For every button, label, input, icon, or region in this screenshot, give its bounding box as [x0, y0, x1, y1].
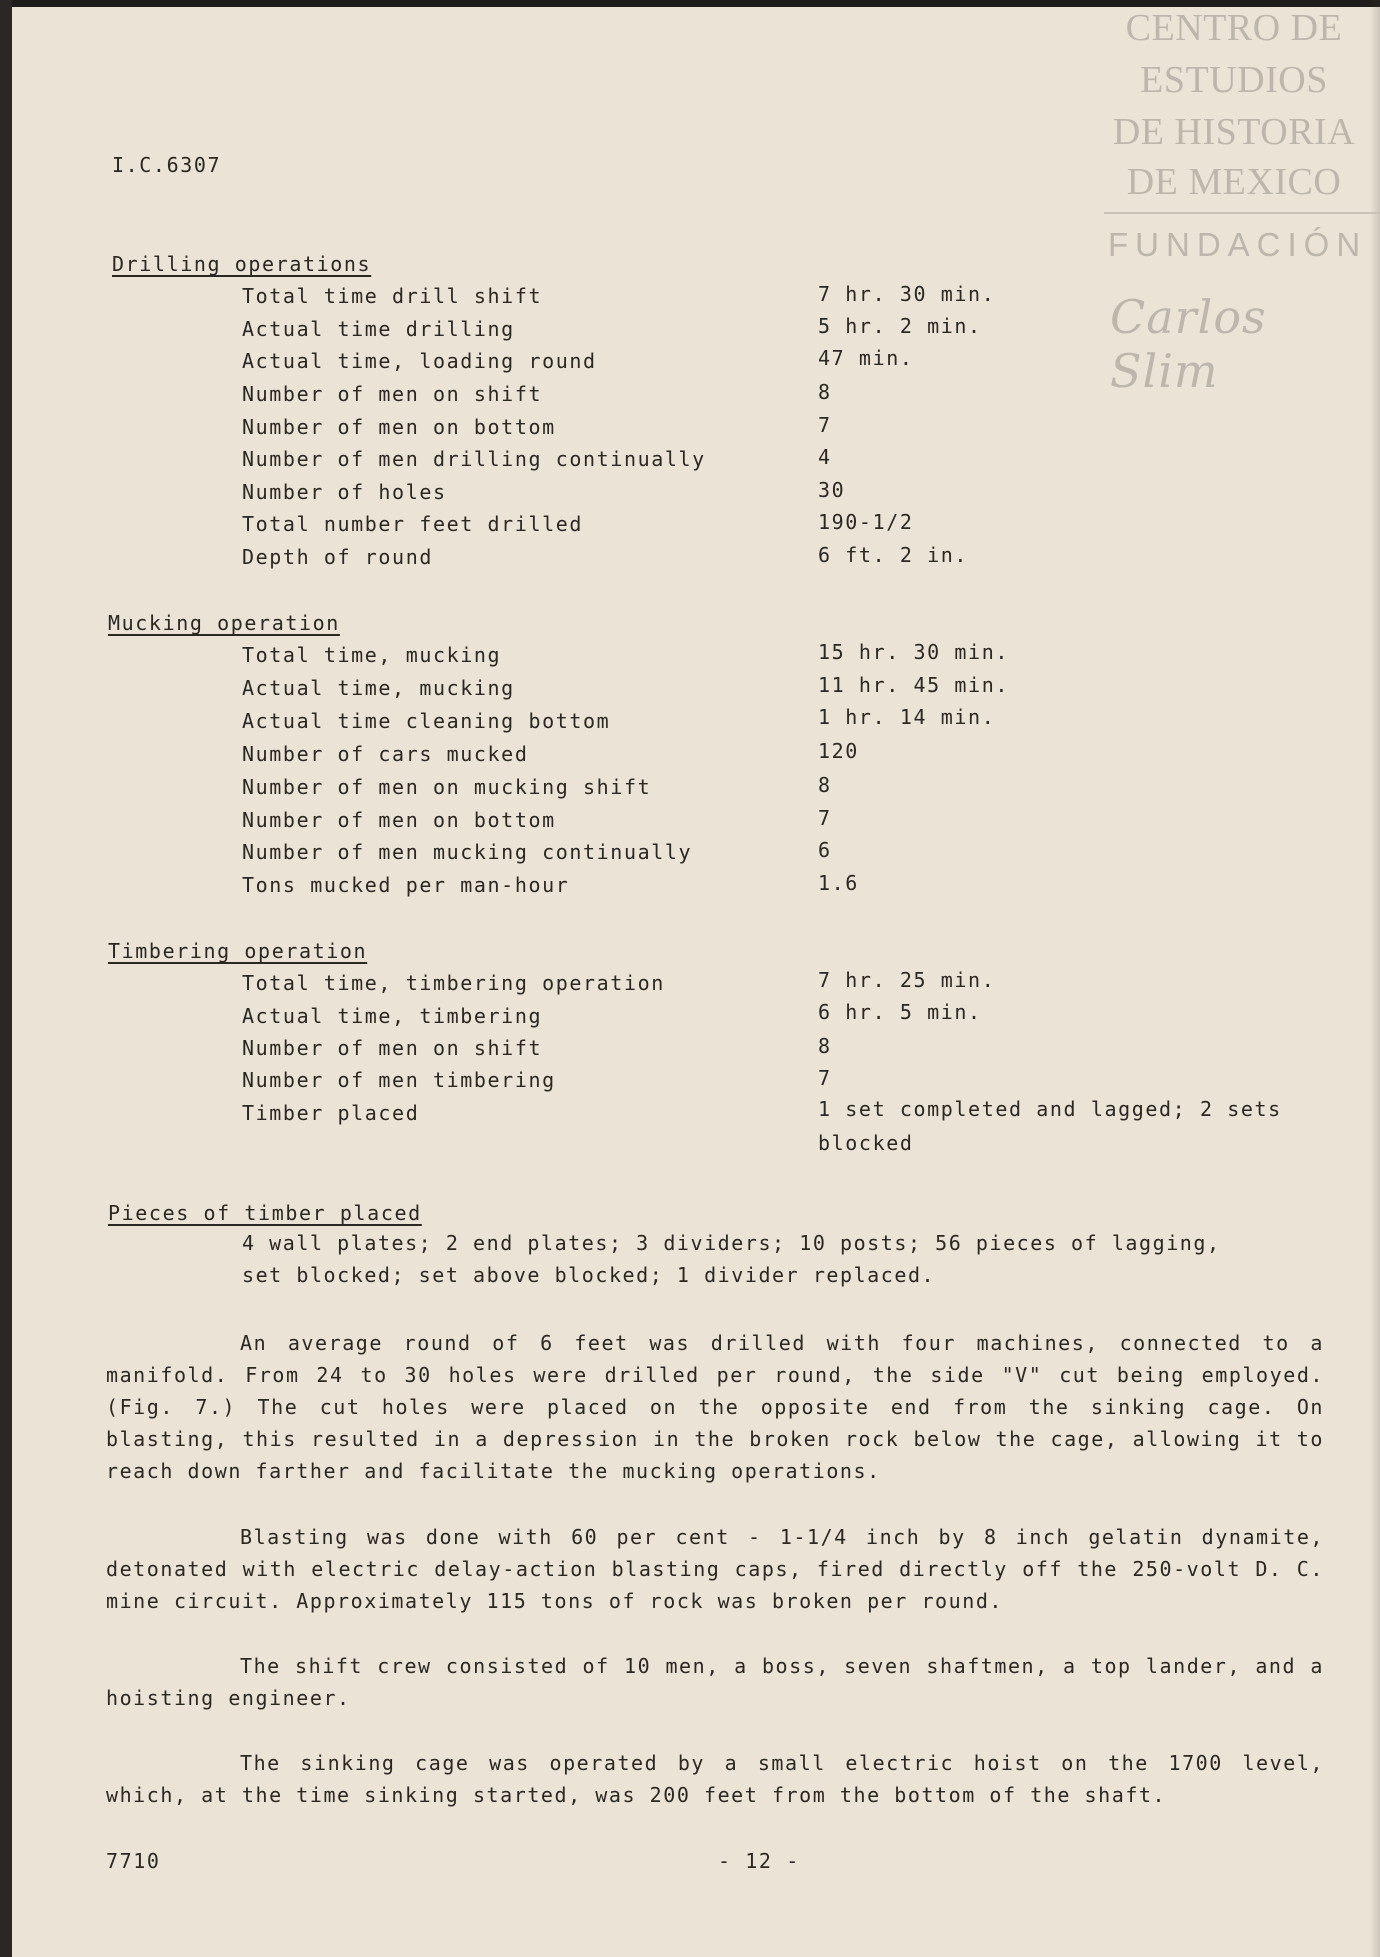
- paragraph-shift-crew: The shift crew consisted of 10 men, a boss, seven shaftmen, a top lander, and a hoisting engineer.: [106, 1654, 1324, 1710]
- mucking-value-1: 15 hr. 30 min.: [818, 640, 1009, 664]
- timbering-heading: Timbering operation: [108, 939, 368, 963]
- page-number: - 12 -: [718, 1849, 800, 1873]
- mucking-value-6: 7: [818, 806, 832, 830]
- watermark-line-2: ESTUDIOS: [1140, 59, 1328, 101]
- watermark-rule: [1104, 212, 1380, 214]
- drilling-label-5: Number of men on bottom: [242, 415, 556, 439]
- footer-code: 7710: [106, 1849, 161, 1873]
- drilling-value-8: 190-1/2: [818, 510, 914, 534]
- mucking-value-2: 11 hr. 45 min.: [818, 673, 1009, 697]
- drilling-label-7: Number of holes: [242, 480, 447, 504]
- drilling-label-3: Actual time, loading round: [242, 349, 597, 373]
- paragraph-drilling-round: An average round of 6 feet was drilled with four machines, connected to a manifold. From 24 to 30 holes were drilled per round, the side "V" cut being employed. (Fig. 7.) The cut holes were placed on the opposite end from the sinking cage. On blasting, this resulted in a depression in the broken rock below the cage, allowing it to reach down farther and facilitate the mucking operations.: [106, 1331, 1324, 1483]
- timbering-label-2: Actual time, timbering: [242, 1004, 543, 1028]
- timbering-value-5: 1 set completed and lagged; 2 sets: [818, 1097, 1282, 1121]
- mucking-label-6: Number of men on bottom: [242, 808, 556, 832]
- mucking-label-5: Number of men on mucking shift: [242, 775, 652, 799]
- timbering-label-5: Timber placed: [242, 1101, 420, 1125]
- drilling-value-4: 8: [818, 380, 832, 404]
- watermark-line-4: DE MEXICO: [1126, 161, 1342, 203]
- timbering-label-3: Number of men on shift: [242, 1036, 543, 1060]
- drilling-label-4: Number of men on shift: [242, 382, 543, 406]
- mucking-label-4: Number of cars mucked: [242, 742, 529, 766]
- mucking-value-3: 1 hr. 14 min.: [818, 705, 996, 729]
- mucking-heading: Mucking operation: [108, 611, 340, 635]
- mucking-label-2: Actual time, mucking: [242, 676, 515, 700]
- timbering-label-1: Total time, timbering operation: [242, 971, 665, 995]
- drilling-label-9: Depth of round: [242, 545, 433, 569]
- timbering-value-3: 8: [818, 1034, 832, 1058]
- watermark-signature: Carlos Slim: [1110, 290, 1267, 398]
- pieces-text: 4 wall plates; 2 end plates; 3 dividers; 10 posts; 56 pieces of lagging, set blocked; set above blocked; 1 divider replaced.: [242, 1231, 1221, 1287]
- drilling-value-3: 47 min.: [818, 346, 914, 370]
- mucking-label-8: Tons mucked per man-hour: [242, 873, 570, 897]
- mucking-value-5: 8: [818, 773, 832, 797]
- paragraph-blasting: Blasting was done with 60 per cent - 1-1/4 inch by 8 inch gelatin dynamite, detonated with electric delay-action blasting caps, fired directly off the 250-volt D. C. mine circuit. Approximately 115 tons of rock was broken per round.: [106, 1525, 1324, 1613]
- paragraph-sinking-cage: The sinking cage was operated by a small electric hoist on the 1700 level, which, at the time sinking started, was 200 feet from the bottom of the shaft.: [106, 1751, 1324, 1807]
- drilling-value-1: 7 hr. 30 min.: [818, 282, 996, 306]
- mucking-label-1: Total time, mucking: [242, 643, 502, 667]
- watermark-foundation: FUNDACIÓN: [1108, 226, 1368, 263]
- mucking-value-4: 120: [818, 739, 859, 763]
- timbering-label-4: Number of men timbering: [242, 1068, 556, 1092]
- timbering-value-4: 7: [818, 1066, 832, 1090]
- timbering-value-5-cont: blocked: [818, 1131, 914, 1155]
- mucking-label-7: Number of men mucking continually: [242, 840, 693, 864]
- drilling-label-1: Total time drill shift: [242, 284, 543, 308]
- drilling-value-5: 7: [818, 413, 832, 437]
- timbering-value-2: 6 hr. 5 min.: [818, 1000, 982, 1024]
- drilling-value-6: 4: [818, 445, 832, 469]
- pieces-heading: Pieces of timber placed: [108, 1201, 422, 1225]
- drilling-value-2: 5 hr. 2 min.: [818, 314, 982, 338]
- watermark-line-1: CENTRO DE: [1125, 7, 1343, 49]
- scan-left-edge: [0, 0, 12, 1957]
- drilling-label-2: Actual time drilling: [242, 317, 515, 341]
- drilling-heading: Drilling operations: [112, 252, 372, 276]
- drilling-value-9: 6 ft. 2 in.: [818, 543, 969, 567]
- drilling-label-8: Total number feet drilled: [242, 512, 584, 536]
- mucking-value-8: 1.6: [818, 871, 859, 895]
- drilling-value-7: 30: [818, 478, 846, 502]
- watermark-line-3: DE HISTORIA: [1112, 111, 1356, 153]
- drilling-label-6: Number of men drilling continually: [242, 447, 706, 471]
- report-id: I.C.6307: [112, 153, 222, 177]
- mucking-label-3: Actual time cleaning bottom: [242, 709, 611, 733]
- mucking-value-7: 6: [818, 838, 832, 862]
- timbering-value-1: 7 hr. 25 min.: [818, 968, 996, 992]
